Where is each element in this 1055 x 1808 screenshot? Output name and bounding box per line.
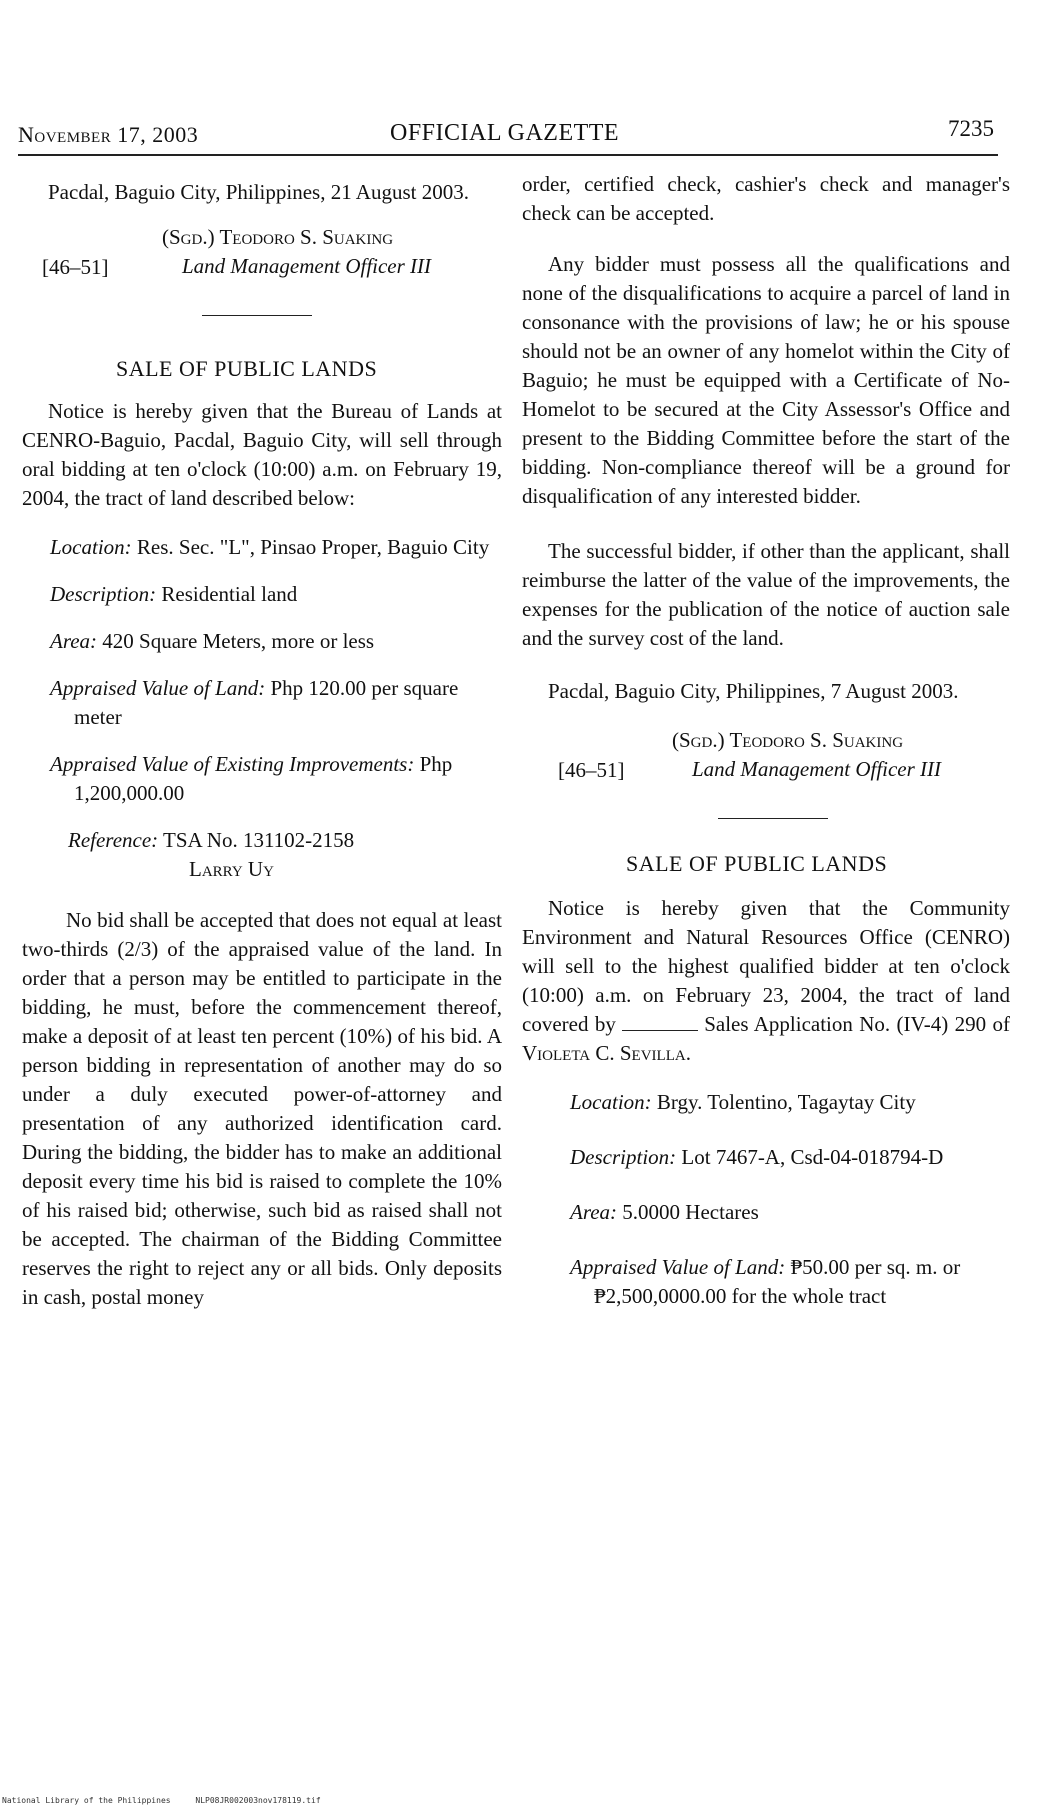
issue-date: November 17, 2003	[18, 122, 199, 147]
place-date-line: Pacdal, Baguio City, Philippines, 21 August 2003.	[48, 180, 469, 204]
signatory: (Sgd.) Teodoro S. Suaking	[162, 225, 394, 249]
bid-rules-paragraph: No bid shall be accepted that does not equal at least two-thirds (2/3) of the appraised value of the land. In order that a person may be entitled to participate in the bidding, he must, before the commencement thereof, make a deposit of at least ten percent (10%) of his bid. A person bidding in representation of another may do so under a duly executed power-of-attorney and presentation of any authorized identification card. During the bidding, the bidder has to make an additional deposit every time his bid is raised to complete the 10% of his raised bid; otherwise, such bid as raised shall not be accepted. The chairman of the Bidding Committee reserves the right to reject any or all bids. Only deposits in cash, postal money	[22, 908, 502, 1309]
place-date-line-2: Pacdal, Baguio City, Philippines, 7 August 2003.	[548, 679, 959, 703]
field-area	[22, 627, 502, 656]
field-label: Appraised Value of Land:	[570, 1255, 786, 1279]
reference-label: Reference:	[68, 828, 159, 852]
field-value: Brgy. Tolentino, Tagaytay City	[656, 1090, 916, 1114]
field-appraised-land	[22, 674, 502, 732]
notice-paragraph-2	[522, 894, 1010, 1068]
continued-paragraph: order, certified check, cashier's check and manager's check can be accepted.	[522, 172, 1010, 225]
field-label: Location:	[570, 1090, 652, 1114]
officer-title: Land Management Officer III	[692, 757, 942, 781]
section-title-2: SALE OF PUBLIC LANDS	[626, 851, 888, 876]
reference-block	[22, 826, 502, 884]
qualifications-paragraph: Any bidder must possess all the qualifications and none of the disqualifications to acquire a parcel of land in consonance with the provisions of law; he or his spouse should not be an owner of any homelot within the City of Baguio; he must be equipped with a Certificate of No-Homelot to be secured at the City Assessor's Office and present to the Bidding Committee before the start of the bidding. Non-compliance thereof will be a ground for disqualification of any interested bidder.	[522, 252, 1010, 508]
field-value: Php 1,200,000.00	[74, 752, 453, 805]
scan-filename: NLP08JR002003nov178119.tif	[195, 1796, 321, 1805]
field-value: Php 120.00 per square meter	[74, 676, 459, 729]
field-label: Appraised Value of Land:	[50, 676, 266, 700]
signature-block-2	[522, 726, 1010, 788]
field-area-2	[522, 1198, 1010, 1227]
reference-code: [46–51]	[42, 255, 109, 279]
field-label: Area:	[50, 629, 98, 653]
notice-text-end: Sales Application No. (IV-4) 290 of	[704, 1012, 1010, 1036]
blank-line	[622, 1030, 698, 1031]
field-appraised-improvements	[22, 750, 502, 808]
officer-title: Land Management Officer III	[182, 254, 432, 278]
page-number: 7235	[948, 116, 994, 141]
publication-title: OFFICIAL GAZETTE	[390, 120, 620, 146]
field-label: Location:	[50, 535, 132, 559]
library-credit: National Library of the Philippines	[2, 1796, 171, 1805]
field-description-2	[522, 1143, 1010, 1172]
field-value: Res. Sec. "L", Pinsao Proper, Baguio City	[136, 535, 490, 559]
field-label: Description:	[50, 582, 157, 606]
field-appraised-land-2	[522, 1253, 1010, 1311]
signature-block	[22, 223, 502, 285]
field-value: ₱50.00 per sq. m. or ₱2,500,0000.00 for the whole tract	[594, 1255, 961, 1308]
field-value: Residential land	[161, 582, 298, 606]
applicant-name: Violeta C. Sevilla.	[522, 1041, 691, 1065]
scan-footer	[2, 1796, 341, 1805]
section-title: SALE OF PUBLIC LANDS	[116, 356, 378, 381]
field-label: Area:	[570, 1200, 618, 1224]
page-header	[18, 118, 998, 156]
field-location-2	[522, 1088, 1010, 1117]
signatory: (Sgd.) Teodoro S. Suaking	[672, 728, 904, 752]
right-column	[522, 172, 1010, 1311]
left-column	[22, 178, 502, 1312]
field-label: Appraised Value of Existing Improvements:	[50, 752, 415, 776]
field-location	[22, 533, 502, 562]
notice-text: Notice is hereby given that the Community Environment and Natural Resources Office (CENRO) will sell to the highest qualified bidder at ten o'clock (10:00) a.m. on February 23, 2004, the tract of land covered by	[522, 896, 1010, 1036]
reference-value: TSA No. 131102-2158	[163, 828, 355, 852]
notice-paragraph: Notice is hereby given that the Bureau of Lands at CENRO-Baguio, Pacdal, Baguio City, will sell through oral bidding at ten o'clock (10:00) a.m. on February 19, 2004, the tract of land described below:	[22, 399, 502, 510]
field-value: Lot 7467-A, Csd-04-018794-D	[681, 1145, 944, 1169]
field-label: Description:	[570, 1145, 677, 1169]
field-value: 5.0000 Hectares	[622, 1200, 759, 1224]
reference-name: Larry Uy	[189, 857, 274, 881]
field-value: 420 Square Meters, more or less	[102, 629, 375, 653]
reimbursement-paragraph: The successful bidder, if other than the applicant, shall reimburse the latter of the value of the improvements, the expenses for the publication of the notice of auction sale and the survey cost of the land.	[522, 539, 1010, 650]
field-description	[22, 580, 502, 609]
reference-code: [46–51]	[558, 758, 625, 782]
